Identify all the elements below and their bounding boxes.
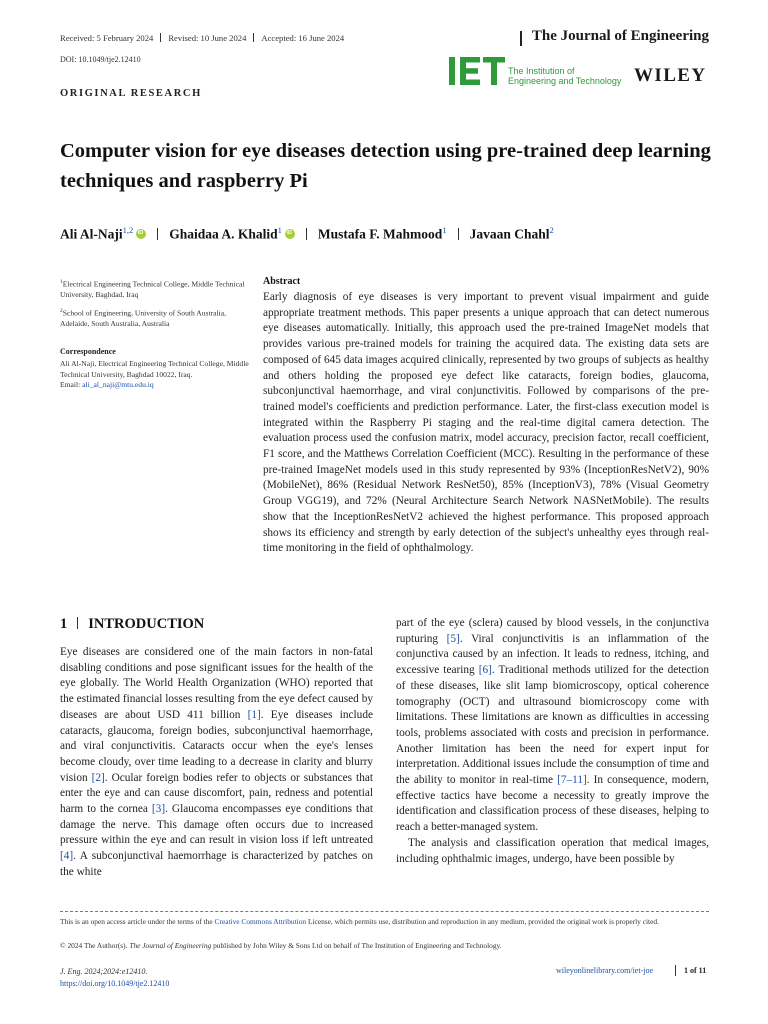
- divider: [157, 228, 158, 240]
- journal-name[interactable]: The Journal of Engineering: [531, 28, 709, 44]
- body-text: . A subconjunctival haemorrhage is characterized by patches on the white: [60, 850, 373, 878]
- section-heading: [60, 616, 204, 633]
- author-list: [60, 225, 554, 243]
- author-name[interactable]: Javaan Chahl: [469, 226, 550, 242]
- citation: [60, 966, 169, 989]
- article-type: ORIGINAL RESEARCH: [60, 88, 202, 99]
- intro-column-left: [60, 645, 373, 881]
- wiley-logo[interactable]: WILEY: [634, 65, 707, 86]
- reference-link[interactable]: [1]: [247, 708, 261, 721]
- correspondence-address: Ali Al-Naji, Electrical Engineering Technical College, Middle Technical University, Baghdad 10022, Iraq.: [60, 359, 249, 379]
- reference-link[interactable]: [5]: [446, 632, 460, 645]
- affiliation-2: [60, 306, 250, 330]
- iet-line-1: The Institution of: [508, 66, 575, 76]
- license-text: This is an open access article under the terms of the: [60, 917, 215, 926]
- author-name[interactable]: Mustafa F. Mahmood: [317, 226, 443, 242]
- divider: [306, 228, 307, 240]
- citation-doi-link[interactable]: https://doi.org/10.1049/tje2.12410: [60, 978, 170, 988]
- paper-title: Computer vision for eye diseases detection using pre-trained deep learning techniques and raspberry Pi: [60, 140, 711, 192]
- body-text: . In consequence, modern, effective tactics have become a necessity to greatly improve the identification and classification process of these diseases, helping to reach a better-managed system.: [396, 774, 710, 834]
- affiliation-text: School of Engineering, University of South Australia, Adelaide, South Australia, Australia: [60, 308, 226, 329]
- reference-link[interactable]: [7–11]: [557, 774, 587, 787]
- paragraph: The analysis and classification operation that medical images, including ophthalmic images, undergo, have been possible by: [396, 836, 709, 865]
- revised-date: Revised: 10 June 2024: [168, 33, 247, 43]
- divider: [675, 965, 676, 976]
- body-text: . Ocular foreign bodies refer to objects or substances that enter the eye and can cause discomfort, pain, redness and potential harm to the cornea: [60, 771, 373, 816]
- correspondence-email: [60, 380, 250, 391]
- author-name[interactable]: Ghaidaa A. Khalid: [169, 226, 278, 242]
- intro-column-right: [396, 616, 709, 867]
- site-url-link[interactable]: wileyonlinelibrary.com/iet-joe: [556, 966, 654, 975]
- divider: [458, 228, 459, 240]
- affiliation-text: Electrical Engineering Technical College, Middle Technical University, Baghdad, Iraq: [60, 279, 245, 300]
- received-date: Received: 5 February 2024: [60, 33, 154, 43]
- abstract-heading: Abstract: [263, 276, 301, 287]
- reference-link[interactable]: [2]: [91, 771, 105, 784]
- copyright-journal: The Journal of Engineering: [129, 941, 212, 950]
- divider: [160, 33, 161, 42]
- copyright-text: © 2024 The Author(s).: [60, 941, 130, 950]
- page-number: 1 of 11: [684, 966, 707, 975]
- body-text: . Traditional methods utilized for the detection of these diseases, like slit lamp biomicroscopy, optical coherence tomography (OCT) and ultrasound biomicroscopy come with limitations. These limitations are known as difficulties in accessing tools, problems associated with costs and precision in performance. Another limitation has been the need for expert input for interpretation. Additional issues include the consumption of time and the ability to monitor in real-time: [396, 664, 709, 787]
- license-text: License, which permits use, distribution and reproduction in any medium, provided the original work is properly cited.: [306, 917, 659, 926]
- email-label: Email:: [60, 380, 83, 389]
- correspondence-body: [60, 359, 250, 391]
- author-affiliation-sup: 1,2: [122, 225, 134, 235]
- footnote-divider: [60, 911, 709, 912]
- license-link[interactable]: Creative Commons Attribution: [214, 917, 307, 926]
- iet-name: [508, 66, 621, 86]
- body-text: . Eye diseases include cataracts, glaucoma, foreign bodies, subconjunctival haemorrhage, and viral conjunctivitis. Cataracts occur when the eye's lenses become cloudy, over time leading to a decrease in clarity and blurry vision: [60, 708, 373, 784]
- divider: [77, 617, 78, 629]
- iet-logo-icon[interactable]: [449, 57, 505, 85]
- author-name[interactable]: Ali Al-Naji: [60, 226, 123, 242]
- author-affiliation-sup: 2: [549, 225, 554, 235]
- body-text: Eye diseases are considered one of the main factors in non-fatal disabling conditions and pose significant issues for the health of the eye globally. The World Health Organization (WHO) reported that the estimated financial losses resulting from the eye defect caused by diseases are about USD 411 billion: [60, 646, 373, 721]
- copyright-text: published by John Wiley & Sons Ltd on behalf of The Institution of Engineering and Technology.: [211, 941, 502, 950]
- article-dates: [60, 33, 344, 43]
- reference-link[interactable]: [3]: [151, 803, 166, 816]
- affiliation-1: [60, 277, 250, 301]
- accepted-date: Accepted: 16 June 2024: [261, 33, 345, 43]
- body-text: . Viral conjunctivitis is an inflammation of the conjunctiva caused by an infection. It leads to redness, itching, and excessive tearing: [396, 632, 709, 677]
- divider: [253, 33, 254, 42]
- license-note: [60, 916, 709, 928]
- iet-line-2: Engineering and Technology: [508, 76, 622, 86]
- abstract-text: Early diagnosis of eye diseases is very important to prevent visual impairment and guide appropriate treatment methods. This paper presents a unique approach that can detect numerous eye diseases automatically. Initially, this approach used the pre-trained ImageNet models that provides various pre-trained models for training the acquired data. The existing data sets are composed of 645 data images acquired clinically, represented by two groups of subjects as healthy and others holding the proposed eye defect like cataracts, foreign bodies, glaucoma, subconjunctival haemorrhage, and viral conjunctivitis. Followed by comparisons of the pre-trained model's coefficients and prediction performance. Later, the first-class execution model is integrated within the Raspberry Pi staging and the real-time digital camera detection. The evaluation process used the confusion matrix, model accuracy, precision factor, recall coefficient, F1 score, and the Matthews Correlation Coefficient (MCC). Resulting in the performance of these pre-trained ImageNet models used in this study represented by 93% (InceptionResNetV2), 90% (MobileNet), 86% (Residual Network ResNet50), 85% (InceptionV3), 78% (Visual Geometry Group VGG19), and 72% (Neural Architecture Search Network NASNetMobile). The results show that the InceptionResNetV2 achieved the highest performance. This proposed approach shows its efficiency and strength by early detection of the subject's unhealthy eyes through real-time monitoring in the field of ophthalmology.: [263, 291, 709, 555]
- section-number: 1: [60, 616, 68, 632]
- orcid-icon[interactable]: [285, 229, 295, 239]
- body-text: part of the eye (sclera) caused by blood vessels, in the conjunctiva rupturing: [396, 617, 709, 645]
- correspondence-heading: Correspondence: [60, 347, 116, 356]
- citation-text: J. Eng. 2024;2024:e12410.: [60, 967, 148, 976]
- reference-link[interactable]: [4]: [60, 850, 74, 863]
- affiliation-sup: 1: [60, 279, 63, 285]
- copyright-note: [60, 940, 709, 951]
- paragraph: [396, 616, 709, 836]
- author-affiliation-sup: 1: [442, 225, 447, 235]
- orcid-icon[interactable]: [136, 229, 146, 239]
- section-title: INTRODUCTION: [88, 616, 205, 632]
- email-link[interactable]: ali_al_naji@mtu.edu.iq: [82, 380, 154, 389]
- author-affiliation-sup: 1: [277, 225, 282, 235]
- body-text: . Glaucoma encompasses eye conditions that damage the nerve. This damage often occurs due to increased pressure within the eye and can result in vision loss if left untreated: [60, 803, 374, 847]
- reference-link[interactable]: [6]: [478, 664, 492, 677]
- affiliation-sup: 2: [60, 308, 63, 314]
- doi[interactable]: DOI: 10.1049/tje2.12410: [60, 55, 141, 64]
